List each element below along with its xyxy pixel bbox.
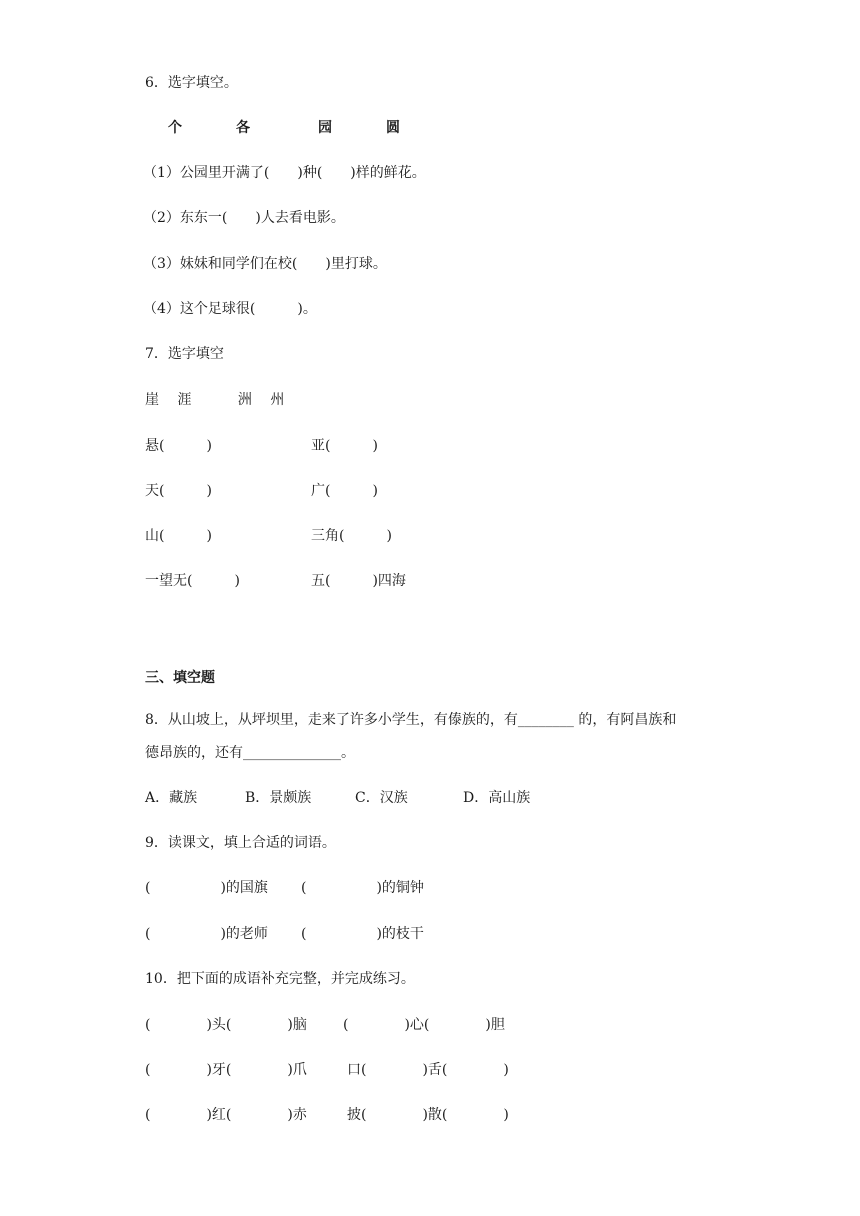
q7-blank-right-1: 亚( ): [311, 438, 378, 454]
q6-item-3: （3）妹妹和同学们在校( )里打球。: [143, 256, 387, 272]
section-heading: 三、填空题: [145, 670, 215, 686]
q6-title: 6．选字填空。: [145, 75, 238, 91]
q7-char-options: 崖 涯 洲 州: [145, 392, 285, 408]
q6-item-1: （1）公园里开满了( )种( )样的鲜花。: [143, 165, 426, 181]
q10-idiom-3: ( )牙( )爪: [145, 1062, 307, 1078]
q8-text-line2: 德昂族的，还有______________。: [145, 745, 355, 761]
q10-idiom-2: ( )心( )胆: [343, 1017, 505, 1033]
q7-blank-left-2: 天( ): [145, 483, 212, 499]
q8-option-c: C．汉族: [355, 790, 408, 806]
q9-blank-1: ( )的国旗: [145, 880, 268, 896]
q10-idiom-1: ( )头( )脑: [145, 1017, 307, 1033]
q7-blank-right-4: 五( )四海: [311, 573, 406, 589]
q6-char-2: 各: [236, 120, 250, 136]
q8-text-line1: 8．从山坡上，从坪坝里，走来了许多小学生，有傣族的，有________ 的，有阿昌族和: [145, 712, 677, 728]
q9-title: 9．读课文，填上合适的词语。: [145, 835, 336, 851]
q7-blank-right-3: 三角( ): [311, 528, 392, 544]
q6-char-1: 个: [168, 120, 182, 136]
q10-idiom-4: 口( )舌( ): [347, 1062, 509, 1078]
q8-option-b: B．景颇族: [245, 790, 312, 806]
q7-title: 7．选字填空: [145, 346, 224, 362]
q8-option-d: D．高山族: [463, 790, 531, 806]
q7-blank-left-1: 悬( ): [145, 438, 212, 454]
q10-idiom-5: ( )红( )赤: [145, 1107, 307, 1123]
q7-blank-left-3: 山( ): [145, 528, 212, 544]
q7-blank-left-4: 一望无( ): [145, 573, 240, 589]
q8-option-a: A．藏族: [145, 790, 198, 806]
q10-title: 10．把下面的成语补充完整，并完成练习。: [145, 971, 415, 987]
q6-item-4: （4）这个足球很( )。: [143, 301, 317, 317]
q6-item-2: （2）东东一( )人去看电影。: [143, 210, 345, 226]
q9-blank-2: ( )的铜钟: [301, 880, 424, 896]
q9-blank-3: ( )的老师: [145, 926, 268, 942]
q6-char-4: 圆: [386, 120, 400, 136]
q9-blank-4: ( )的枝干: [301, 926, 424, 942]
q6-char-3: 园: [318, 120, 332, 136]
q7-blank-right-2: 广( ): [311, 483, 378, 499]
q10-idiom-6: 披( )散( ): [347, 1107, 509, 1123]
